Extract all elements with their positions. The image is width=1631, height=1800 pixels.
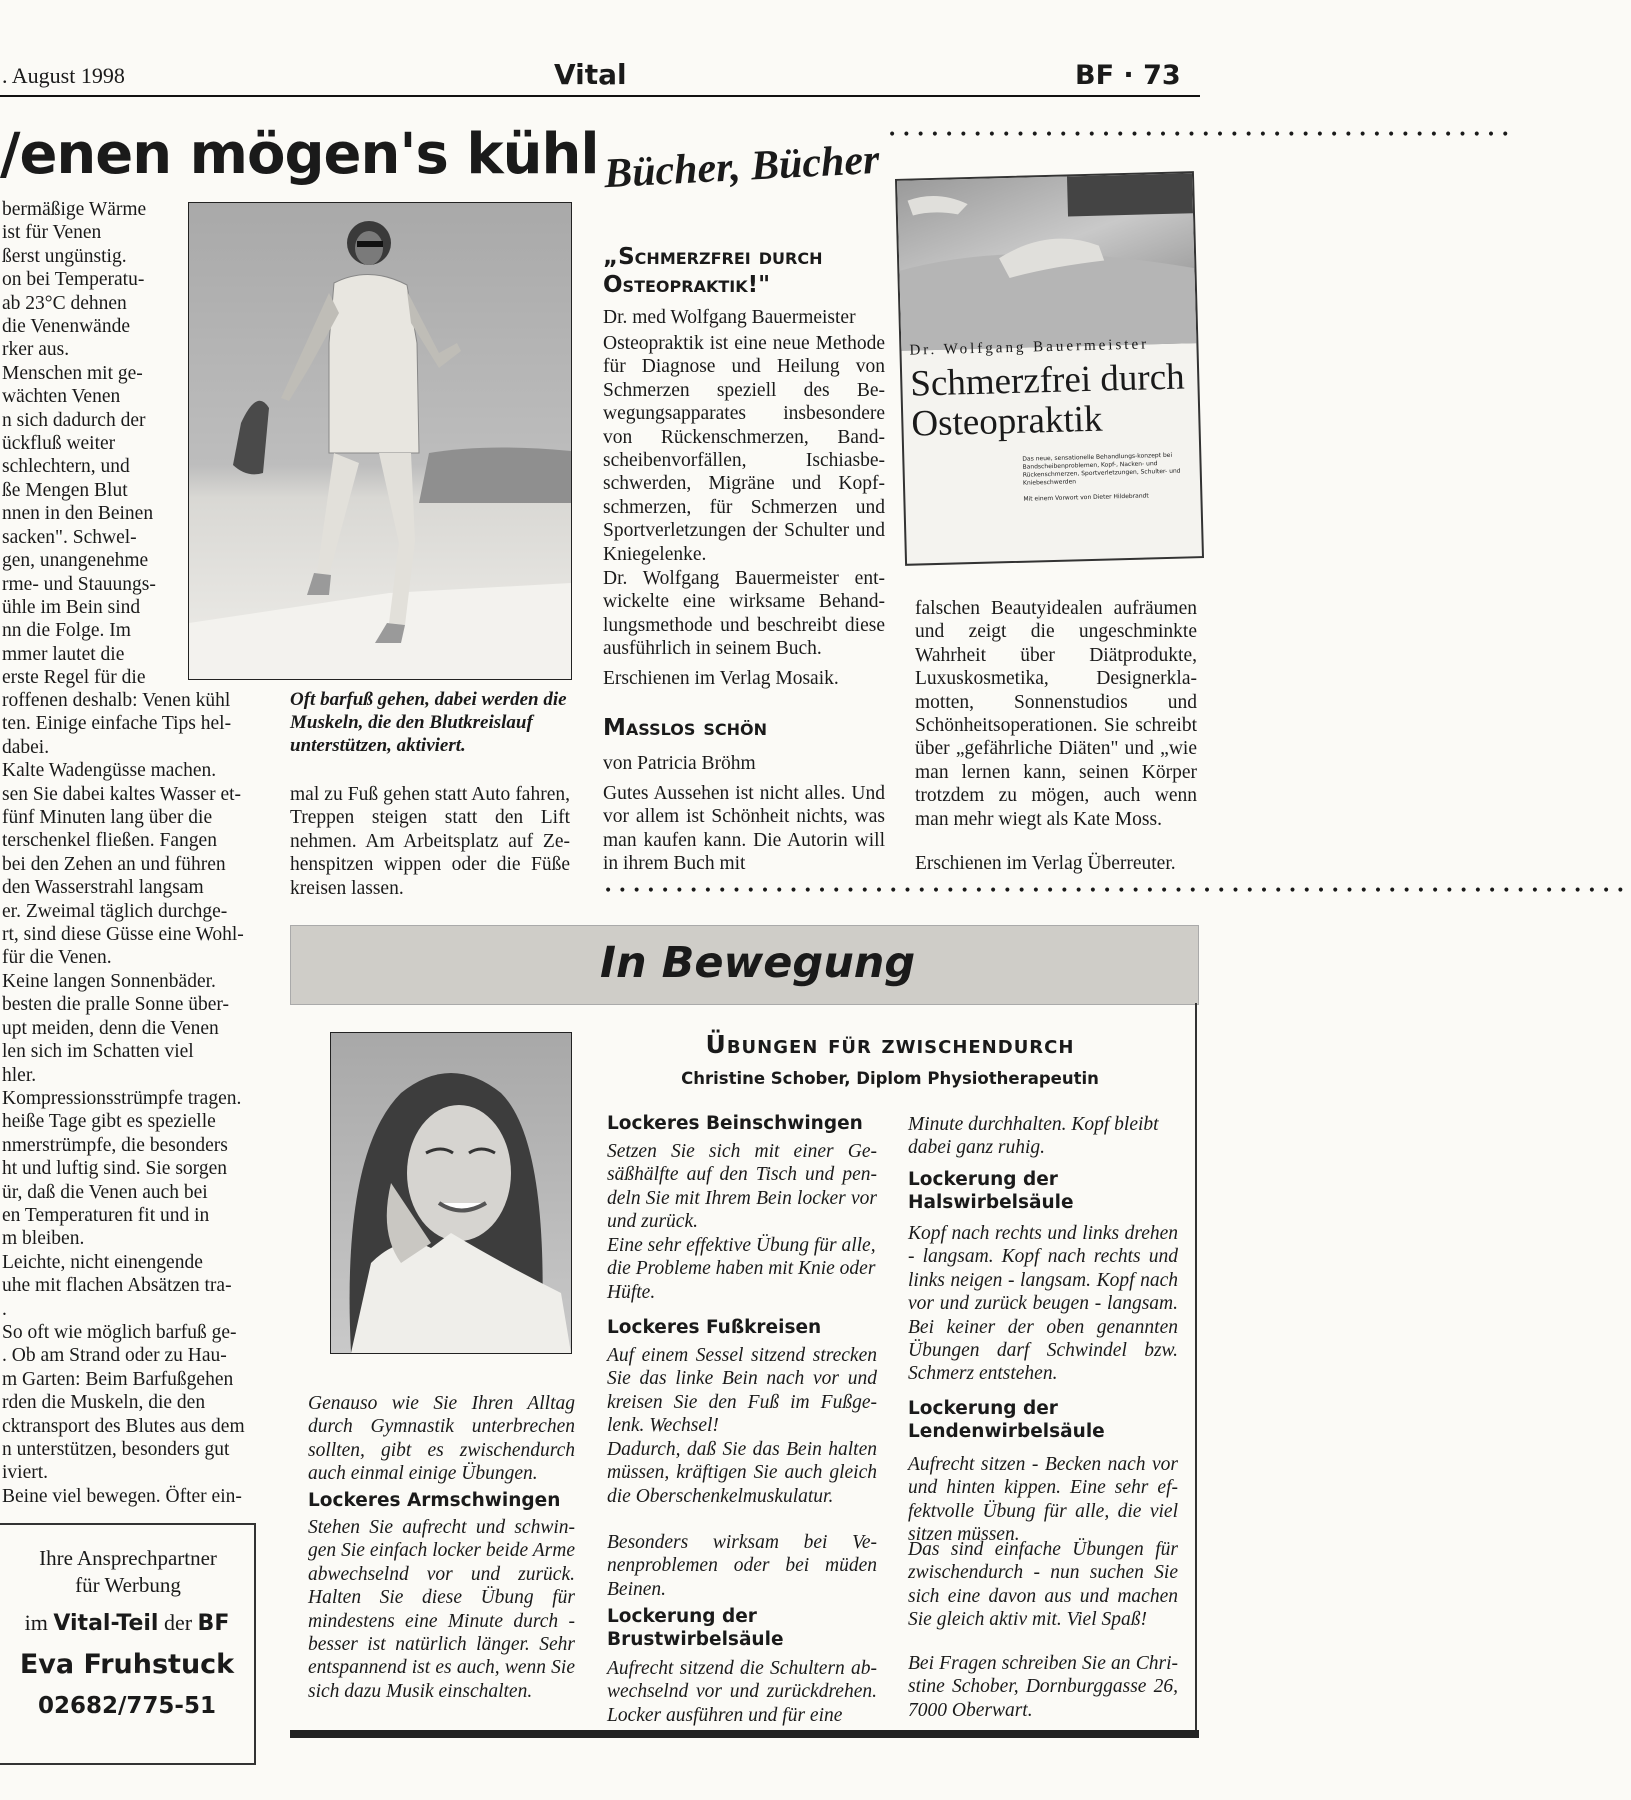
col1-line: nn die Folge. Im — [2, 620, 131, 642]
cover-photo — [897, 173, 1196, 351]
col1-line: die Venenwände — [2, 316, 130, 338]
cover-bullet-1: Das neue, sensationelle Behandlungs-konzept bei Bandscheibenproblemen, Kopf-, Nacken- und Rückenschmerzen, Sportverletzungen, Schulter- und Kniebeschwerden — [1022, 451, 1181, 487]
col1-line: m bleiben. — [2, 1228, 85, 1250]
col1-line: ht und luftig sind. Sie sorgen — [2, 1158, 227, 1180]
col1-line: ückfluß weiter — [2, 433, 116, 455]
col1-line: Beine viel bewegen. Öfter ein- — [2, 1485, 242, 1507]
dotted-rule-bottom: •••••••••••••••••••••••••••••••••••••••••••••••••••••••••••••••••••••••• — [604, 883, 1631, 899]
col1-line: nnen in den Beinen — [2, 503, 154, 525]
col1-line: ür, daß die Venen auch bei — [2, 1181, 208, 1203]
bewegung-contact: Bei Fragen schreiben Sie an Christine Schober, Dornburggasse 26, 7000 Oberwart. — [908, 1653, 1178, 1721]
exercise-5-pre: Minute durchhalten. Kopf bleibt dabei ganz ruhig. — [908, 1114, 1159, 1159]
book1-text: Osteopraktik ist eine neue Methode für Diagnose und Heilung von Schmerzen speziell des Bewegungsapparates insbesondere von Rückenschmerzen, Bandscheibenvorfällen, Ischiasbeschwerden, Migräne und Kopfschmerzen, für Schmerzen und Sportverletzungen der Schulter und Kniegelenke. — [603, 333, 885, 565]
book-cover — [895, 171, 1204, 566]
exercise-4-text: Aufrecht sitzend die Schultern abwechselnd vor und zurückdrehen. Locker ausführen und für eine — [607, 1658, 877, 1726]
dotted-rule-top: •••••••••••••••••••••••••••••••••••••••••••• — [888, 127, 1516, 143]
col1-line: Kompressionsstrümpfe tragen. — [2, 1087, 242, 1109]
col1-line: ab 23°C dehnen — [2, 292, 127, 314]
col1-line: ße Mengen Blut — [2, 479, 128, 501]
book2-title: Masslos schön — [603, 715, 768, 741]
col1-line: rme- und Stauungs- — [2, 573, 156, 595]
header-rule — [0, 95, 1200, 97]
issue-date: . August 1998 — [2, 63, 125, 88]
bewegung-byline: Christine Schober, Diplom Physiotherapeutin — [681, 1069, 1099, 1088]
col1-line: sen Sie dabei kaltes Wasser et- — [2, 783, 242, 805]
book1-publisher: Erschienen im Verlag Mosaik. — [603, 668, 839, 689]
exercise-6-text: Aufrecht sitzen - Becken nach vor und hinten kippen. Eine sehr effektvolle Übung für alle, die viel sitzen müssen. — [908, 1454, 1178, 1546]
ad-line-1: Ihre Ansprechpartner — [39, 1546, 217, 1570]
bewegung-intro: Genauso wie Sie Ihren Alltag durch Gymnastik unterbrechen sollten, gibt es zwischendurch auch einmal einige Übungen. — [308, 1393, 575, 1485]
col1-line: terschenkel fließen. Fangen — [2, 830, 217, 852]
col1-line: sacken". Schwel- — [2, 526, 137, 548]
col1-line: nmerstrümpfe, die besonders — [2, 1134, 228, 1156]
exercise-3-text-2: Dadurch, daß Sie das Bein halten müssen, kräftigen Sie auch gleich die Oberschenkelmuskulatur. — [607, 1439, 877, 1507]
col1-line: en Temperaturen fit und in — [2, 1204, 210, 1226]
section-title: Vital — [554, 58, 627, 91]
page-number: BF · 73 — [1075, 60, 1181, 91]
col1-line: ühle im Bein sind — [2, 596, 141, 618]
col1-line: erste Regel für die — [2, 667, 146, 689]
exercise-5-text: Kopf nach rechts und links drehen - langsam. Kopf nach rechts und links neigen - langsam. Kopf nach vor und zurück beugen - langsam. Bei keiner der oben genannten Übungen darf Schwindel bzw. Schmerz entstehen. — [908, 1223, 1178, 1385]
exercise-3-text-3: Besonders wirksam bei Venenproblemen oder bei müden Beinen. — [607, 1532, 877, 1600]
col1-line: Keine langen Sonnenbäder. — [2, 970, 216, 992]
col1-line: ist für Venen — [2, 222, 102, 244]
col1-line: Kalte Wadengüsse machen. — [2, 760, 217, 782]
col1-line: bei den Zehen an und führen — [2, 853, 226, 875]
ad-phone: 02682/775-51 — [38, 1693, 216, 1719]
col1-line: fünf Minuten lang über die — [2, 807, 213, 829]
col1-line: n unterstützen, besonders gut — [2, 1439, 230, 1460]
col1-line: on bei Temperatu- — [2, 269, 145, 291]
ad-line-3-mid: der — [163, 1610, 193, 1635]
exercise-6-title: Lockerung der Lendenwirbelsäule — [908, 1398, 1105, 1442]
bewegung-title: Übungen für zwischendurch — [705, 1030, 1075, 1059]
col1-line: dabei. — [2, 736, 50, 758]
article-headline: /enen mögen's kühl — [0, 122, 599, 187]
exercise-2-text: Setzen Sie sich mit einer Gesäßhälfte auf den Tisch und pendeln Sie mit Ihrem Bein locker vor und zurück. — [607, 1141, 877, 1233]
ad-contact-name: Eva Fruhstuck — [19, 1649, 235, 1680]
massage-hands-illustration — [897, 173, 1196, 351]
cover-title-1: Schmerzfrei durch — [909, 356, 1186, 405]
col1-line: . — [2, 1298, 7, 1320]
woman-walking-illustration — [189, 203, 571, 679]
article-column-2: mal zu Fuß gehen statt Auto fahren, Treppen steigen statt den Lift nehmen. Am Arbeitsplatz auf Zehenspitzen wippen oder die Füße kreisen lassen. — [290, 784, 570, 899]
col1-line: schlechtern, und — [2, 456, 130, 478]
col1-line: er. Zweimal täglich durchge- — [2, 900, 228, 922]
book2-author: von Patricia Bröhm — [603, 753, 756, 774]
bewegung-closing: Das sind einfache Übungen für zwischendurch - nun suchen Sie sich eine davon aus und machen Sie gleich aktiv mit. Viel Spaß! — [908, 1539, 1178, 1631]
col1-line: uhe mit flachen Absätzen tra- — [2, 1275, 232, 1297]
col1-line: mmer lautet die — [2, 643, 125, 665]
col1-line: Menschen mit ge- — [2, 362, 143, 384]
col1-line: So oft wie möglich barfuß ge- — [2, 1321, 237, 1343]
col1-line: Leichte, nicht einengende — [2, 1251, 203, 1273]
book2-publisher: Erschienen im Verlag Überreuter. — [915, 853, 1176, 874]
col1-line: wächten Venen — [2, 386, 121, 408]
ad-line-3-bold: Vital-Teil — [53, 1611, 159, 1636]
ad-line-2: für Werbung — [75, 1573, 181, 1597]
col1-line: roffenen deshalb: Venen kühl — [2, 690, 231, 711]
article-column-1-lower — [2, 689, 257, 1508]
portrait-photo — [330, 1032, 572, 1354]
exercise-2-title: Lockeres Beinschwingen — [607, 1113, 863, 1134]
bewegung-banner-title: In Bewegung — [600, 938, 916, 988]
books-heading: Bücher, Bücher — [602, 136, 881, 198]
ad-line-3 — [0, 1610, 254, 1636]
book2-text: Gutes Aussehen ist nicht alles. Und vor allem ist Schönheit nichts, was man kaufen kann. Die Autorin will in ihrem Buch mit — [603, 783, 885, 875]
exercise-1-text: Stehen Sie aufrecht und schwingen Sie einfach locker beide Arme abwechselnd vor und zurück. Halten Sie diese Übung für mindestens eine Minute durch - besser ist natürlich länger. Sehr entspannend ist es auch, wenn Sie sich dazu Musik einschalten. — [308, 1517, 575, 1702]
book1-title: „Schmerzfrei durch Osteopraktik!" — [603, 244, 823, 298]
col1-line: upt meiden, denn die Venen — [2, 1017, 219, 1039]
beach-photo — [188, 202, 572, 680]
exercise-2-text-2: Eine sehr effektive Übung für alle, die Probleme haben mit Knie oder Hüfte. — [607, 1235, 876, 1303]
exercise-1-title: Lockeres Armschwingen — [308, 1490, 561, 1511]
photo-caption: Oft barfuß gehen, dabei werden die Muskeln, die den Blutkreislauf unterstützen, aktiviert. — [290, 689, 567, 756]
col1-line: iviert. — [2, 1462, 49, 1484]
col1-line: rt, sind diese Güsse eine Wohl- — [2, 924, 244, 946]
book1-text-2: Dr. Wolfgang Bauermeister entwickelte eine wirksame Behandlungsmethode und beschreibt diese ausführlich in seinem Buch. — [603, 568, 885, 660]
col1-line: cktransport des Blutes aus dem — [2, 1415, 245, 1437]
exercise-4-title: Lockerung der Brustwirbelsäule — [607, 1606, 784, 1650]
col1-line: len sich im Schatten viel — [2, 1041, 194, 1063]
exercise-5-title: Lockerung der Halswirbelsäule — [908, 1169, 1074, 1213]
book2-text-cont: falschen Beautyidealen aufräumen und zeigt die ungeschminkte Wahrheit über Diätprodukte, Luxuskosmetika, Designerklamotten, Sonnenstudios und Schönheitsoperationen. Sie schreibt über „gefährliche Diäten" und „wie man lernen kann, seinen Körper trotzdem zu mögen, auch wenn man mehr wiegt als Kate Moss. — [915, 598, 1197, 830]
col1-line: n sich dadurch der — [2, 409, 146, 431]
exercise-3-title: Lockeres Fußkreisen — [607, 1317, 822, 1338]
cover-author: Dr. Wolfgang Bauermeister — [909, 336, 1150, 359]
col1-line: bermäßige Wärme — [2, 199, 147, 220]
col1-line: für die Venen. — [2, 947, 112, 969]
col1-line: den Wasserstrahl langsam — [2, 877, 204, 899]
col1-line: hler. — [2, 1064, 37, 1086]
col1-line: heiße Tage gibt es spezielle — [2, 1111, 216, 1133]
exercise-3-text: Auf einem Sessel sitzend strecken Sie das linke Bein nach vor und kreisen Sie den Fuß im Fußgelenk. Wechsel! — [607, 1345, 877, 1437]
col1-line: besten die pralle Sonne über- — [2, 994, 230, 1016]
article-column-1 — [2, 198, 177, 690]
col1-line: rden die Muskeln, die den — [2, 1392, 206, 1414]
col1-line: gen, unangenehme — [2, 550, 149, 572]
ad-brand-logo: BF — [197, 1611, 230, 1636]
col1-line: m Garten: Beim Barfußgehen — [2, 1368, 234, 1390]
col1-line: ßerst ungünstig. — [2, 245, 127, 267]
book1-author: Dr. med Wolfgang Bauermeister — [603, 307, 856, 328]
ad-line-3-pre: im — [24, 1610, 48, 1635]
woman-portrait-illustration — [331, 1033, 571, 1353]
cover-bullet-2: Mit einem Vorwort von Dieter Hildebrandt — [1023, 492, 1149, 503]
bewegung-box-bottom-rule — [290, 1730, 1199, 1738]
cover-title-2: Osteopraktik — [910, 398, 1104, 445]
col1-line: rker aus. — [2, 339, 70, 361]
col1-line: ten. Einige einfache Tips hel- — [2, 713, 232, 735]
col1-line: . Ob am Strand oder zu Hau- — [2, 1345, 227, 1367]
